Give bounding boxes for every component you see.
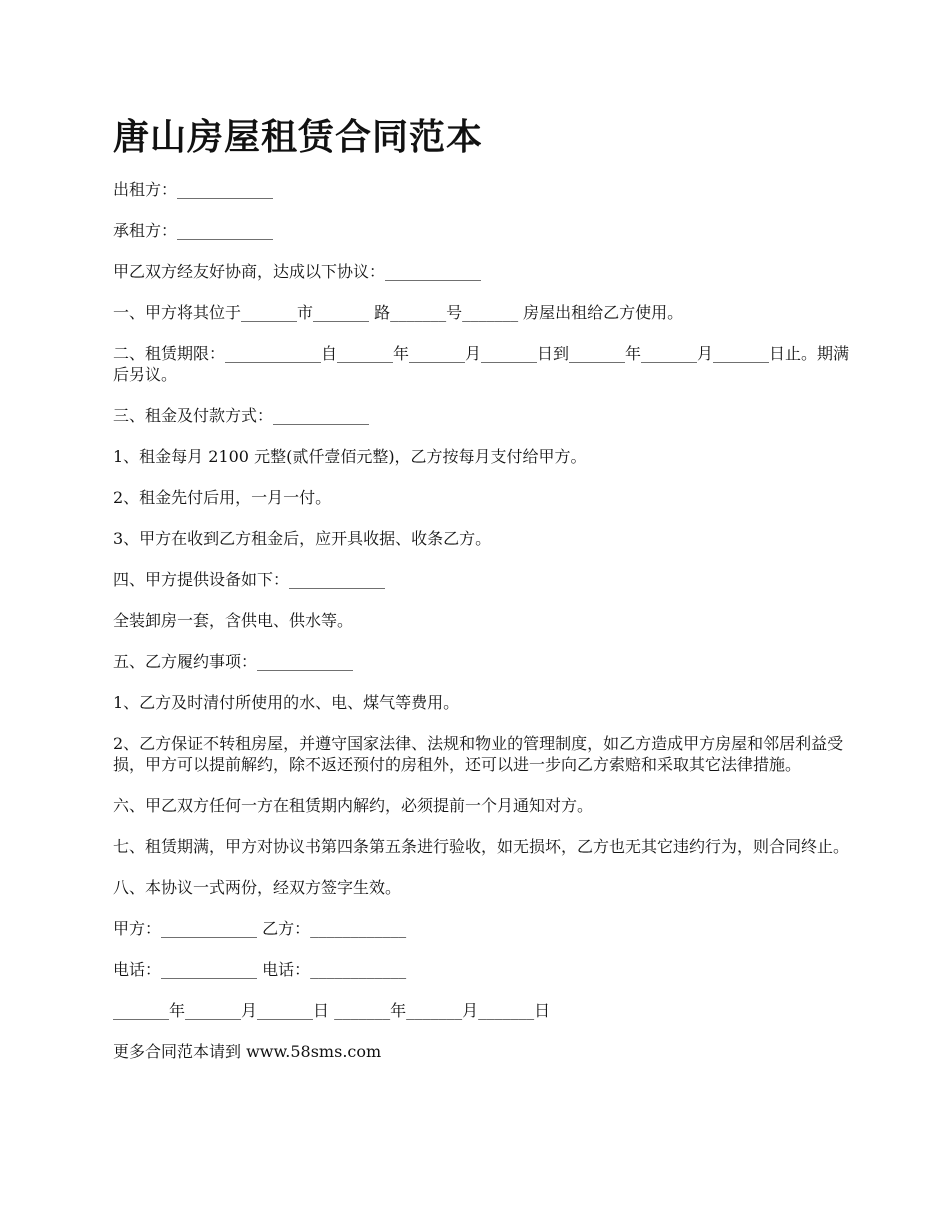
- agreement-intro: 甲乙双方经友好协商，达成以下协议：____________: [113, 262, 482, 281]
- clause-2-lease-term: 二、租赁期限：____________自_______年_______月_______日到_______年_______月_______日止。期满后另议。: [113, 344, 850, 384]
- clause-5-item-1: 1、乙方及时清付所使用的水、电、煤气等费用。: [113, 693, 460, 712]
- clause-6-termination: 六、甲乙双方任何一方在租赁期内解约，必须提前一个月通知对方。: [113, 796, 594, 815]
- clause-5-obligations-heading: 五、乙方履约事项：____________: [113, 652, 354, 671]
- lessor-line: 出租方：____________: [113, 180, 274, 199]
- clause-4-equipment-heading: 四、甲方提供设备如下：____________: [113, 570, 386, 589]
- clause-7-expiry: 七、租赁期满，甲方对协议书第四条第五条进行验收，如无损坏，乙方也无其它违约行为，则合同终止。: [113, 837, 850, 856]
- phone-line: 电话：____________ 电话：____________: [113, 960, 407, 979]
- footer-more-templates: 更多合同范本请到 www.58sms.com: [113, 1042, 382, 1061]
- clause-3-rent-heading: 三、租金及付款方式：____________: [113, 406, 370, 425]
- date-line: _______年_______月_______日 _______年_______月_______日: [113, 1001, 551, 1020]
- clause-4-equipment-detail: 全装卸房一套，含供电、供水等。: [113, 611, 354, 630]
- signature-line: 甲方：____________ 乙方：____________: [113, 919, 407, 938]
- clause-3-item-2: 2、租金先付后用，一月一付。: [113, 488, 332, 507]
- clause-8-effect: 八、本协议一式两份，经双方签字生效。: [113, 878, 402, 897]
- clause-3-item-3: 3、甲方在收到乙方租金后，应开具收据、收条乙方。: [113, 529, 492, 548]
- contract-document: [113, 112, 858, 1082]
- clause-5-item-2: 2、乙方保证不转租房屋，并遵守国家法律、法规和物业的管理制度，如乙方造成甲方房屋和邻居利益受损，甲方可以提前解约，除不返还预付的房租外，还可以进一步向乙方索赔和采取其它法律措施。: [113, 734, 844, 774]
- page-title: 唐山房屋租赁合同范本: [113, 116, 484, 158]
- clause-3-item-1: 1、租金每月 2100 元整(贰仟壹佰元整)，乙方按每月支付给甲方。: [113, 447, 587, 466]
- clause-1-location: 一、甲方将其位于_______市_______ 路_______号_______ 房屋出租给乙方使用。: [113, 303, 684, 322]
- lessee-line: 承租方：____________: [113, 221, 274, 240]
